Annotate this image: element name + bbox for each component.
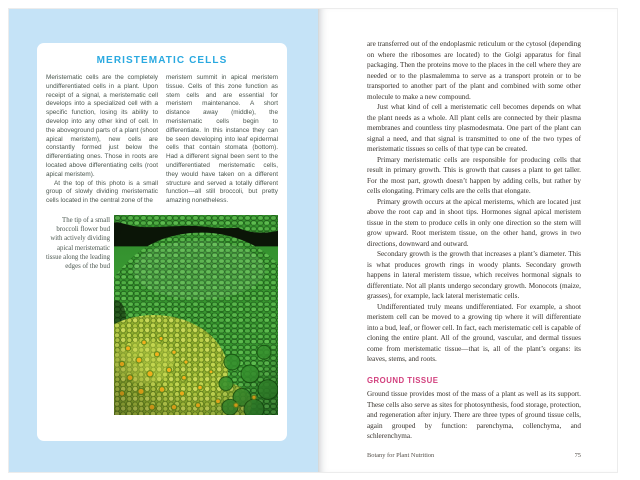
text-column-1 [46,74,158,206]
left-page [9,9,318,472]
broccoli-bud-image [114,215,278,415]
figure-row [46,215,278,415]
body-paragraph: Primary growth occurs at the apical meristems, which are located just above the root cap and in shoot tips. Hormones signal apical meristem tissue in the stem to produce cells in only one direction so the stem will grow upward. Root meristem tissue, on the other hand, grows in two directions, downward and outward. [366,197,581,248]
broccoli-micrograph-svg [114,215,278,415]
body-paragraph: are transferred out of the endoplasmic reticulum or the cytosol (depending on where the ribosomes are located) to the Golgi apparatus for final packaging. Then the proteins move to the places in the cell where they are needed or to the plasmalemma to serve as a transport protein or to be transported to another part of the plant and combined with some other molecule to make a new compound. [366,40,581,101]
body-paragraph: Meristematic cells are the completely undifferentiated cells in a plant. Upon receipt of a signal, a meristematic cell develops into a specialized cell with a specific function, losing its ability to develop into any other kind of cell. In the aboveground parts of a plant (shoot apical meristem), new cells are constantly formed just below the differentiating ones. Those in roots are located above differentiating cells (root apical meristem). [46,74,158,178]
body-paragraph: meristem summit in apical meristem tissue. Cells of this zone function as stem cells and are essential for meristem maintenance. A short distance away (middle), the meristematic cells begin to differentiate. In this instance they can be seen developing into leaf epidermal cells that contain stomata (bottom). Had a different signal been sent to the undifferentiated meristematic cells, they would have taken on a different structure and served a totally different function—all still broccoli, but pretty amazing nonetheless. [166,74,278,205]
figure-caption: The tip of a small broccoli flower bud with actively dividing apical meristematic tissue along the leading edges of the bud [46,216,110,270]
body-paragraph: Ground tissue provides most of the mass of a plant as well as its support. These cells also serve as sites for photosynthesis, food storage, protection, and regeneration after injury. There are three types of ground tissue cells, again grouped by function: parenchyma, collenchyma, and schlerenchyma. [366,390,581,440]
ground-tissue-heading: GROUND TISSUE [366,375,439,385]
panel-title: MERISTEMATIC CELLS [96,55,228,66]
page-body-text [367,39,581,461]
page-number: 75 [574,451,581,459]
right-page [318,9,617,472]
page-footer [367,451,581,462]
two-column-text [46,74,278,206]
meristematic-cells-panel [37,43,287,441]
body-paragraph: Just what kind of cell a meristematic cell becomes depends on what the plant needs as a whole. All plant cells are connected by their plasma membranes and countless tiny plasmodesmata. One part of the plant can signal a need, and that signal is transmitted to one of the two types of meristematic tissues so cells of that type can be created. [366,103,581,153]
body-paragraph: Undifferentiated truly means undifferentiated. For example, a shoot meristem cell can be moved to a growing tip where it will differentiate into a bud, leaf, or flower cell. In fact, each meristematic cell is capable of cloning the entire plant. All of the ground, vascular, and dermal tissues come from meristematic tissue—that is, all of the plant’s organs: its leaves, stems, and roots. [366,302,581,363]
running-footer-title: Botany for Plant Nutrition [366,451,435,459]
body-paragraph: At the top of this photo is a small group of slowly dividing meristematic cells located in the central zone of the [46,179,158,205]
body-paragraph: Primary meristematic cells are responsible for producing cells that result in primary growth. This is growth that causes a plant to get taller. For the most part, growth doesn’t happen by adding cells, but rather by cells elongating. Primary cells are the cells that elongate. [366,155,581,195]
book-spread [8,8,618,473]
body-paragraph: Secondary growth is the growth that increases a plant’s diameter. This is what produces growth rings in woody plants. Secondary growth happens in lateral meristem tissue, which receives hormonal signals to differentiate. Not all plants undergo secondary growth. Monocots (maize, grasses), for example, lack lateral meristematic cells. [366,250,581,300]
text-column-2 [166,74,278,206]
